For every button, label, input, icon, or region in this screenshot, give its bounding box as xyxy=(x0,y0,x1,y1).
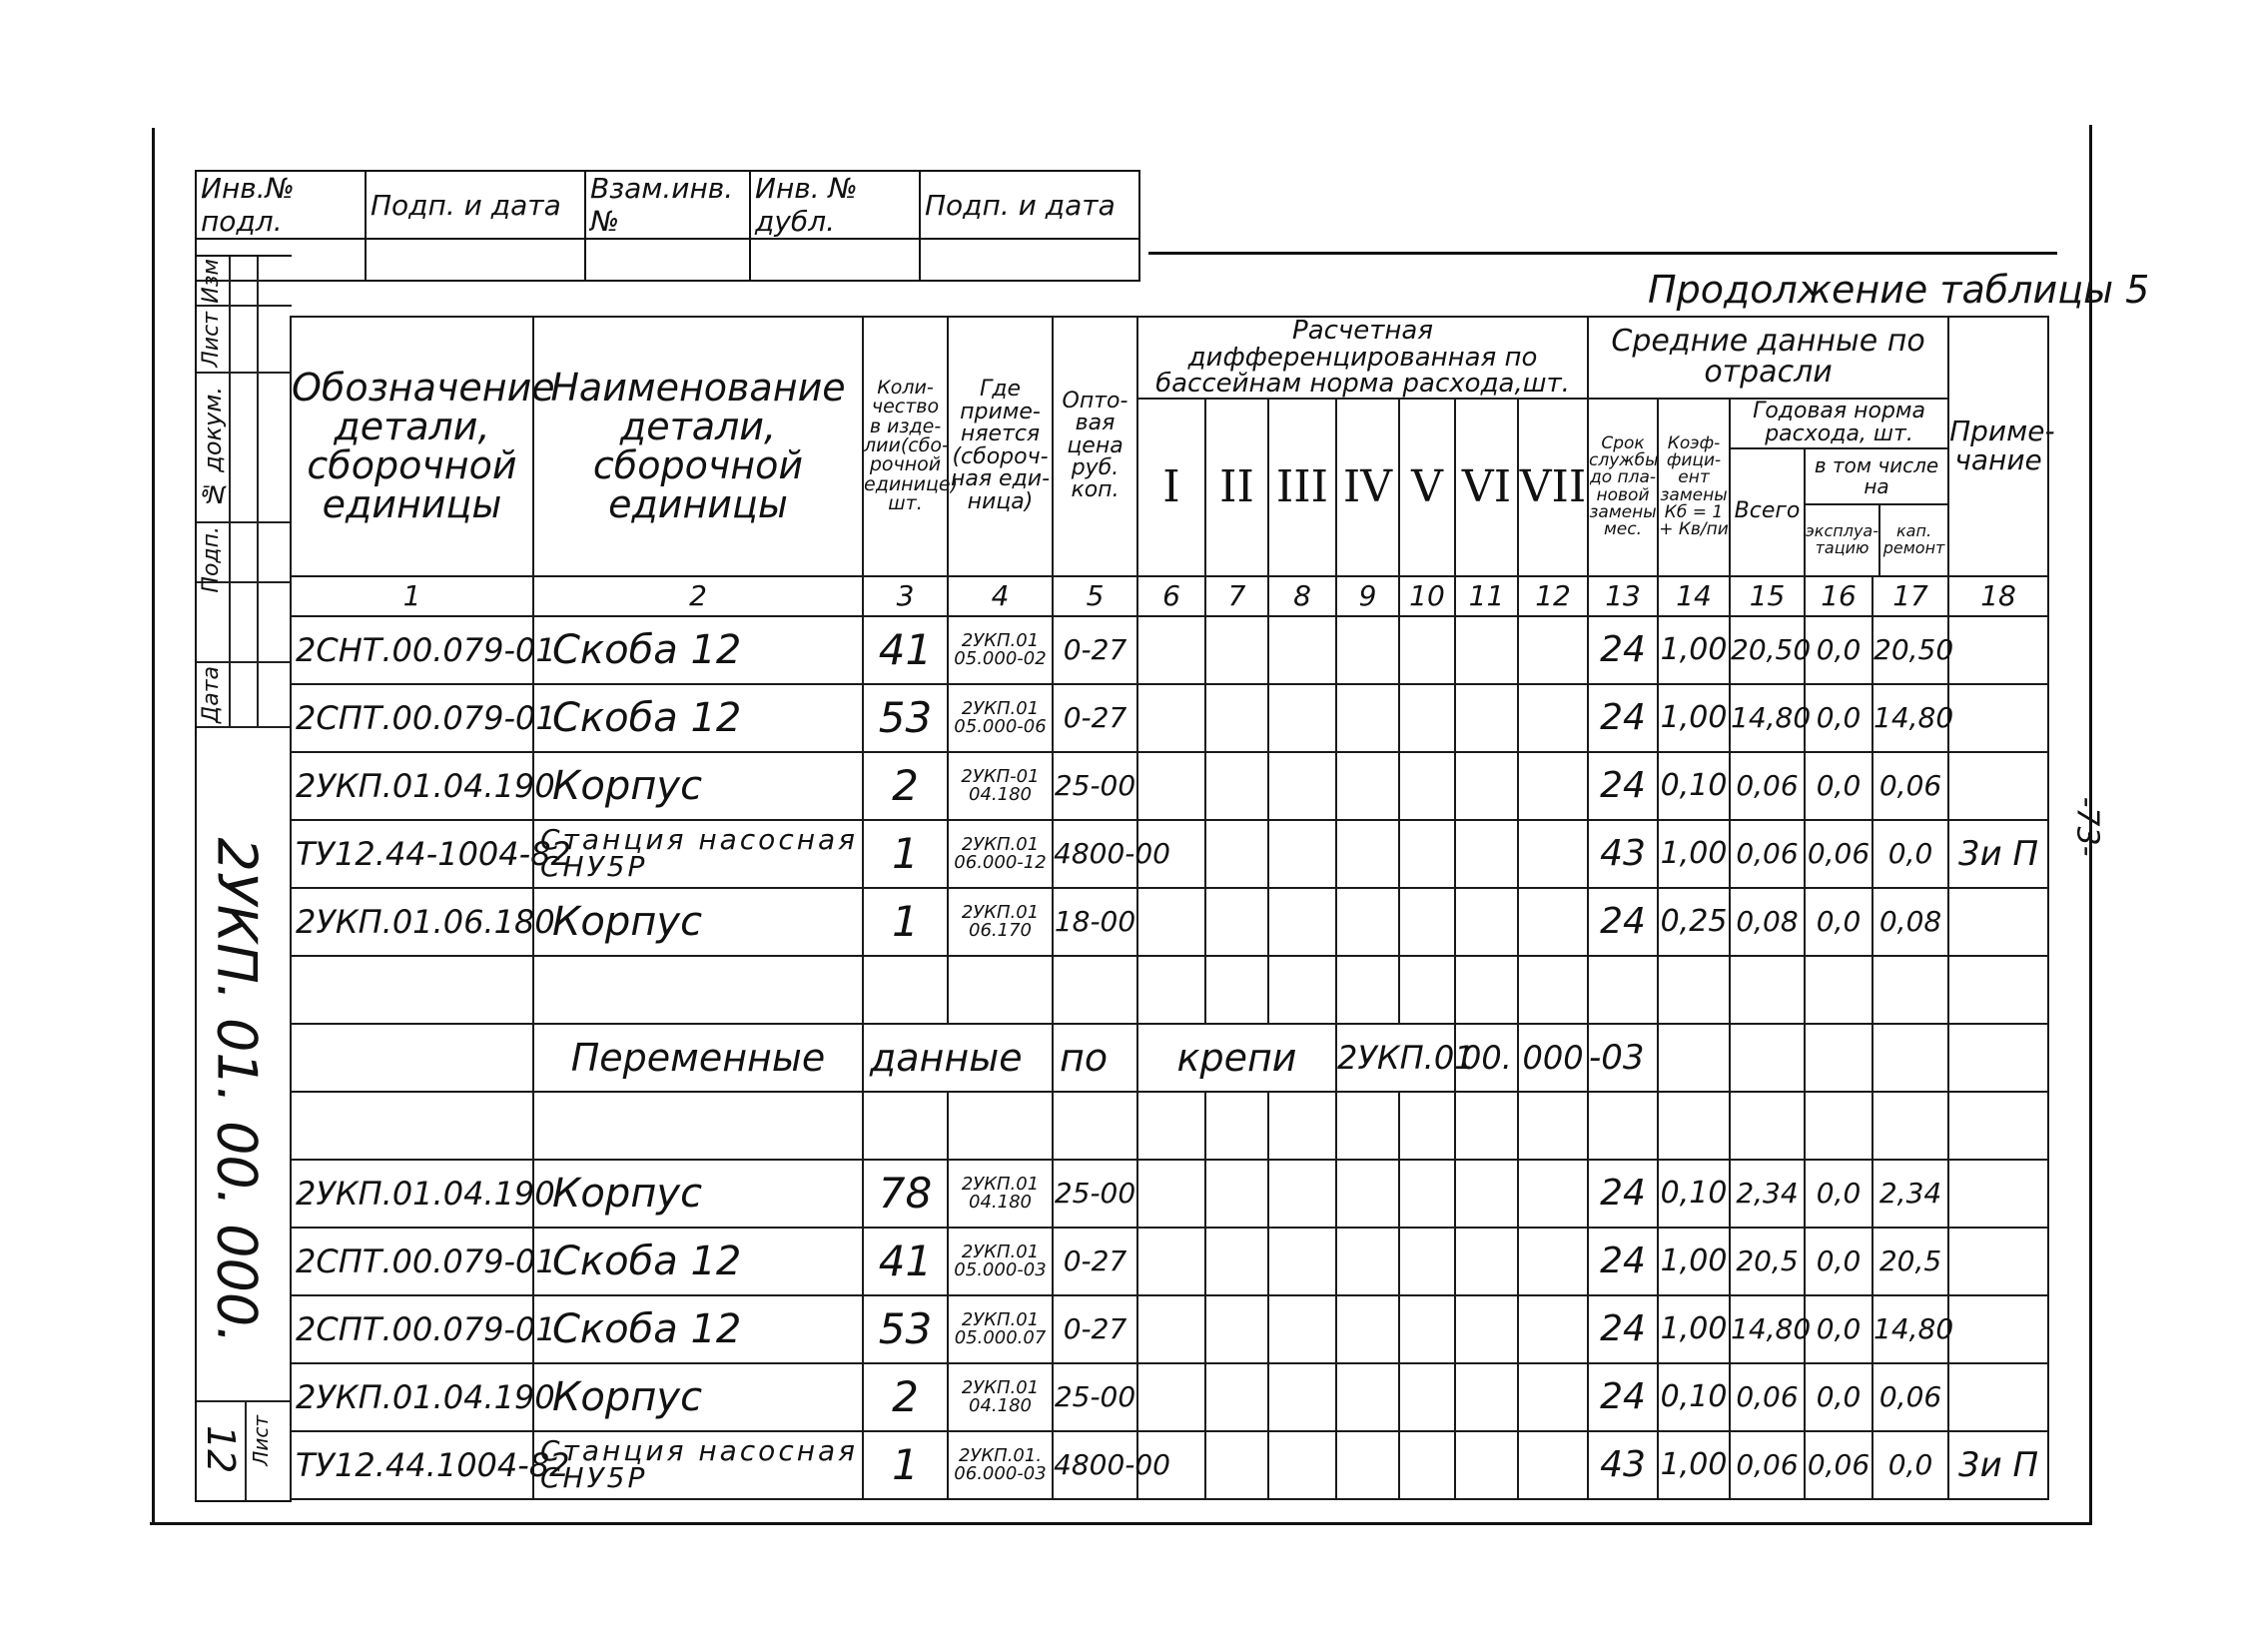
basin-cell xyxy=(1399,1160,1455,1228)
part-where: 2УКП.01 04.180 xyxy=(948,1160,1053,1228)
basin-cell xyxy=(1268,1295,1336,1363)
part-total: 2,34 xyxy=(1730,1160,1805,1228)
basin-cell xyxy=(1137,888,1205,956)
part-capital: 0,08 xyxy=(1872,888,1948,956)
part-note xyxy=(1948,684,2048,752)
basin-cell xyxy=(1518,888,1588,956)
part-capital: 0,06 xyxy=(1872,1363,1948,1431)
basin-cell xyxy=(1205,1295,1268,1363)
stamp-header-dup: Инв. № дубл. xyxy=(750,171,920,239)
document-code: 2УКП. 01. 00. 000. xyxy=(205,837,269,1344)
part-name: Корпус xyxy=(533,1160,863,1228)
part-capital: 0,06 xyxy=(1872,752,1948,820)
basin-cell xyxy=(1268,1363,1336,1431)
basin-cell xyxy=(1268,684,1336,752)
basin-cell xyxy=(1518,820,1588,888)
table-row xyxy=(291,684,2048,752)
header-life: Срок службы до пла- новой замены мес. xyxy=(1588,399,1658,576)
part-qty: 78 xyxy=(863,1160,948,1228)
table-row xyxy=(291,888,2048,956)
basin-cell xyxy=(1205,752,1268,820)
part-where: 2УКП-01 04.180 xyxy=(948,752,1053,820)
part-price: 25-00 xyxy=(1053,1363,1137,1431)
header-exploitation: эксплуа- тацию xyxy=(1806,505,1880,575)
basin-cell xyxy=(1399,1363,1455,1431)
stamp-header-replace: Взам.инв.№ xyxy=(585,171,750,239)
basin-cell xyxy=(1336,1228,1399,1295)
part-code: 2УКП.01.04.190 xyxy=(291,1363,533,1431)
part-exploitation: 0,0 xyxy=(1805,684,1872,752)
basin-cell xyxy=(1137,1228,1205,1295)
part-exploitation: 0,0 xyxy=(1805,752,1872,820)
basin-cell xyxy=(1518,1295,1588,1363)
col-number: 9 xyxy=(1336,576,1399,616)
basin-cell xyxy=(1336,888,1399,956)
basin-cell xyxy=(1336,684,1399,752)
table-row xyxy=(291,616,2048,684)
part-qty: 2 xyxy=(863,1363,948,1431)
part-where: 2УКП.01 05.000.07 xyxy=(948,1295,1053,1363)
basin-cell xyxy=(1137,1295,1205,1363)
part-where: 2УКП.01 05.000-02 xyxy=(948,616,1053,684)
header-avg-group: Средние данные по отрасли xyxy=(1588,317,1948,399)
part-where: 2УКП.01 05.000-03 xyxy=(948,1228,1053,1295)
table-row xyxy=(291,820,2048,888)
basin-cell xyxy=(1518,684,1588,752)
header-basin-group: Расчетная дифференцированная по бассейнам норма расхода,шт. xyxy=(1137,317,1588,399)
part-name: Скоба 12 xyxy=(533,684,863,752)
part-price: 0-27 xyxy=(1053,1295,1137,1363)
basin-cell xyxy=(1336,1160,1399,1228)
table-row xyxy=(291,1160,2048,1228)
part-exploitation: 0,0 xyxy=(1805,616,1872,684)
basin-cell xyxy=(1137,752,1205,820)
basin-cell xyxy=(1137,616,1205,684)
stamp-table xyxy=(195,170,1140,282)
part-price: 0-27 xyxy=(1053,616,1137,684)
part-note xyxy=(1948,1363,2048,1431)
stamp-header-sign: Подп. и дата xyxy=(366,171,585,239)
part-life: 24 xyxy=(1588,1160,1658,1228)
part-price: 25-00 xyxy=(1053,1160,1137,1228)
continuation-title: Продолжение таблицы 5 xyxy=(1648,268,2150,312)
basin-cell xyxy=(1455,752,1518,820)
table-row xyxy=(291,1228,2048,1295)
part-code: 2УКП.01.06.180 xyxy=(291,888,533,956)
part-capital: 0,0 xyxy=(1872,820,1948,888)
stamp-header-sign2: Подп. и дата xyxy=(920,171,1139,239)
basin-cell xyxy=(1205,1160,1268,1228)
part-exploitation: 0,0 xyxy=(1805,1228,1872,1295)
part-note xyxy=(1948,616,2048,684)
basin-cell xyxy=(1399,616,1455,684)
col-number: 16 xyxy=(1805,576,1872,616)
part-code: 2УКП.01.04.190 xyxy=(291,752,533,820)
part-capital: 14,80 xyxy=(1872,684,1948,752)
part-name: Скоба 12 xyxy=(533,616,863,684)
basin-cell xyxy=(1455,1295,1518,1363)
part-life: 24 xyxy=(1588,616,1658,684)
part-note xyxy=(1948,888,2048,956)
basin-cell xyxy=(1518,752,1588,820)
part-name: Скоба 12 xyxy=(533,1228,863,1295)
basin-cell xyxy=(1268,616,1336,684)
part-name: Корпус xyxy=(533,1363,863,1431)
part-life: 24 xyxy=(1588,1363,1658,1431)
part-code: ТУ12.44-1004-82 xyxy=(291,820,533,888)
basin-cell xyxy=(1137,1160,1205,1228)
basin-cell xyxy=(1336,616,1399,684)
part-exploitation: 0,06 xyxy=(1805,1431,1872,1499)
sheet-number: 12 xyxy=(199,1425,243,1474)
header-note: Приме- чание xyxy=(1948,317,2048,576)
table-row xyxy=(291,752,2048,820)
header-qty: Коли- чество в изде- лии(сбо- рочной единице) шт. xyxy=(863,317,948,576)
part-price: 4800-00 xyxy=(1053,1431,1137,1499)
part-qty: 2 xyxy=(863,752,948,820)
part-exploitation: 0,06 xyxy=(1805,820,1872,888)
basin-cell xyxy=(1268,1228,1336,1295)
part-coef: 0,10 xyxy=(1658,1160,1730,1228)
part-qty: 41 xyxy=(863,1228,948,1295)
part-price: 0-27 xyxy=(1053,684,1137,752)
variable-code-a: 2УКП.01 xyxy=(1336,1024,1455,1092)
part-name: Станция насосная СНУ5Р xyxy=(533,820,863,888)
header-designation: Обозначение детали, сборочной единицы xyxy=(291,317,533,576)
part-code: 2СПТ.00.079-01 xyxy=(291,684,533,752)
basin-cell xyxy=(1455,684,1518,752)
part-life: 24 xyxy=(1588,684,1658,752)
basin-cell xyxy=(1455,616,1518,684)
header-where: Где приме- няется (сбороч- ная еди- ница) xyxy=(948,317,1053,576)
variable-code-c: 000 xyxy=(1518,1024,1588,1092)
part-coef: 0,25 xyxy=(1658,888,1730,956)
part-total: 14,80 xyxy=(1730,1295,1805,1363)
part-code: 2СПТ.00.079-01 xyxy=(291,1228,533,1295)
part-name: Корпус xyxy=(533,888,863,956)
col-number: 13 xyxy=(1588,576,1658,616)
table-row xyxy=(291,1431,2048,1499)
part-capital: 20,50 xyxy=(1872,616,1948,684)
col-number: 12 xyxy=(1518,576,1588,616)
basin-cell xyxy=(1268,820,1336,888)
part-coef: 1,00 xyxy=(1658,684,1730,752)
col-number: 3 xyxy=(863,576,948,616)
part-life: 24 xyxy=(1588,888,1658,956)
part-qty: 1 xyxy=(863,820,948,888)
part-total: 0,08 xyxy=(1730,888,1805,956)
basin-cell xyxy=(1455,1363,1518,1431)
part-coef: 1,00 xyxy=(1658,1228,1730,1295)
basin-cell xyxy=(1205,1363,1268,1431)
basin-cell xyxy=(1518,1363,1588,1431)
col-number: 5 xyxy=(1053,576,1137,616)
part-code: ТУ12.44.1004-82 xyxy=(291,1431,533,1499)
part-total: 20,5 xyxy=(1730,1228,1805,1295)
part-life: 43 xyxy=(1588,1431,1658,1499)
basin-cell xyxy=(1399,820,1455,888)
part-coef: 0,10 xyxy=(1658,1363,1730,1431)
table-row xyxy=(291,1363,2048,1431)
basin-cell xyxy=(1518,1431,1588,1499)
col-number: 7 xyxy=(1205,576,1268,616)
part-name: Корпус xyxy=(533,752,863,820)
header-coef: Коэф- фици- ент замены Кб = 1 + Кв/пи xyxy=(1658,399,1730,576)
variable-suffix: -03 xyxy=(1588,1024,1658,1092)
header-basin-7: VII xyxy=(1518,399,1588,576)
header-name: Наименование детали, сборочной единицы xyxy=(533,317,863,576)
part-code: 2УКП.01.04.190 xyxy=(291,1160,533,1228)
basin-cell xyxy=(1518,1160,1588,1228)
variable-qty: данные xyxy=(863,1024,1053,1092)
basin-cell xyxy=(1455,1160,1518,1228)
part-code: 2СНТ.00.079-01 xyxy=(291,616,533,684)
part-note: 3и П xyxy=(1948,1431,2048,1499)
table-row xyxy=(291,1295,2048,1363)
header-basin-3: III xyxy=(1268,399,1336,576)
basin-cell xyxy=(1455,1228,1518,1295)
variable-name: Переменные xyxy=(533,1024,863,1092)
basin-cell xyxy=(1455,1431,1518,1499)
part-where: 2УКП.01 04.180 xyxy=(948,1363,1053,1431)
part-total: 0,06 xyxy=(1730,1431,1805,1499)
header-basin-4: IV xyxy=(1336,399,1399,576)
side-label-doc: № докум. xyxy=(199,387,227,508)
basin-cell xyxy=(1205,1431,1268,1499)
part-qty: 1 xyxy=(863,888,948,956)
part-coef: 1,00 xyxy=(1658,1431,1730,1499)
page-marker: -73- xyxy=(2069,796,2105,857)
variable-basin: крепи xyxy=(1137,1024,1336,1092)
basin-cell xyxy=(1399,684,1455,752)
header-basin-5: V xyxy=(1399,399,1455,576)
part-life: 24 xyxy=(1588,1228,1658,1295)
basin-cell xyxy=(1268,752,1336,820)
part-where: 2УКП.01. 06.000-03 xyxy=(948,1431,1053,1499)
sheet-label: Лист xyxy=(249,1415,273,1466)
part-note xyxy=(1948,752,2048,820)
basin-cell xyxy=(1336,1295,1399,1363)
basin-cell xyxy=(1518,1228,1588,1295)
part-note: 3и П xyxy=(1948,820,2048,888)
frame-bottom-line xyxy=(150,1522,2092,1525)
col-number: 10 xyxy=(1399,576,1455,616)
stamp-header-inv: Инв.№ подл. xyxy=(196,171,366,239)
variable-code-b: 00. xyxy=(1455,1024,1518,1092)
basin-cell xyxy=(1205,1228,1268,1295)
basin-cell xyxy=(1137,684,1205,752)
part-code: 2СПТ.00.079-01 xyxy=(291,1295,533,1363)
col-number: 11 xyxy=(1455,576,1518,616)
header-price: Опто- вая цена руб. коп. xyxy=(1053,317,1137,576)
side-label-sign: Подп. xyxy=(199,526,224,593)
col-number: 1 xyxy=(291,576,533,616)
part-capital: 14,80 xyxy=(1872,1295,1948,1363)
basin-cell xyxy=(1336,1363,1399,1431)
header-basin-1: I xyxy=(1137,399,1205,576)
basin-cell xyxy=(1205,684,1268,752)
part-total: 0,06 xyxy=(1730,752,1805,820)
variable-price: по xyxy=(1053,1024,1137,1092)
parts-table xyxy=(290,316,2055,1500)
basin-cell xyxy=(1205,820,1268,888)
part-coef: 1,00 xyxy=(1658,616,1730,684)
frame-left-line xyxy=(152,128,155,1522)
part-life: 24 xyxy=(1588,752,1658,820)
part-qty: 1 xyxy=(863,1431,948,1499)
part-where: 2УКП.01 06.170 xyxy=(948,888,1053,956)
side-strip xyxy=(195,255,292,1502)
blank-row xyxy=(291,1092,2048,1160)
basin-cell xyxy=(1399,1295,1455,1363)
part-coef: 0,10 xyxy=(1658,752,1730,820)
part-coef: 1,00 xyxy=(1658,820,1730,888)
basin-cell xyxy=(1336,820,1399,888)
basin-cell xyxy=(1268,1431,1336,1499)
col-number: 17 xyxy=(1872,576,1948,616)
part-name: Станция насосная СНУ5Р xyxy=(533,1431,863,1499)
part-total: 14,80 xyxy=(1730,684,1805,752)
part-total: 20,50 xyxy=(1730,616,1805,684)
basin-cell xyxy=(1399,888,1455,956)
part-where: 2УКП.01 05.000-06 xyxy=(948,684,1053,752)
part-exploitation: 0,0 xyxy=(1805,888,1872,956)
col-number: 6 xyxy=(1137,576,1205,616)
basin-cell xyxy=(1518,616,1588,684)
part-price: 18-00 xyxy=(1053,888,1137,956)
part-exploitation: 0,0 xyxy=(1805,1295,1872,1363)
part-name: Скоба 12 xyxy=(533,1295,863,1363)
basin-cell xyxy=(1455,820,1518,888)
part-qty: 53 xyxy=(863,684,948,752)
basin-cell xyxy=(1399,752,1455,820)
side-label-izm: Изм xyxy=(199,259,224,304)
col-number: 8 xyxy=(1268,576,1336,616)
header-including-cell xyxy=(1805,448,1948,576)
part-coef: 1,00 xyxy=(1658,1295,1730,1363)
variable-data-row xyxy=(291,1024,2048,1092)
side-label-date: Дата xyxy=(199,666,224,723)
header-including: в том числе на xyxy=(1806,449,1947,505)
basin-cell xyxy=(1205,888,1268,956)
basin-cell xyxy=(1336,752,1399,820)
blank-row xyxy=(291,956,2048,1024)
part-price: 25-00 xyxy=(1053,752,1137,820)
basin-cell xyxy=(1137,1363,1205,1431)
header-basin-2: II xyxy=(1205,399,1268,576)
side-label-list: Лист xyxy=(199,312,224,368)
part-price: 4800-00 xyxy=(1053,820,1137,888)
basin-cell xyxy=(1336,1431,1399,1499)
basin-cell xyxy=(1205,616,1268,684)
header-basin-6: VI xyxy=(1455,399,1518,576)
basin-cell xyxy=(1399,1228,1455,1295)
header-total: Всего xyxy=(1730,448,1805,576)
part-where: 2УКП.01 06.000-12 xyxy=(948,820,1053,888)
frame-top-line xyxy=(1148,252,2057,255)
part-capital: 2,34 xyxy=(1872,1160,1948,1228)
part-price: 0-27 xyxy=(1053,1228,1137,1295)
header-capital: кап. ремонт xyxy=(1882,521,1945,557)
part-note xyxy=(1948,1160,2048,1228)
col-number: 2 xyxy=(533,576,863,616)
part-life: 43 xyxy=(1588,820,1658,888)
part-qty: 41 xyxy=(863,616,948,684)
part-life: 24 xyxy=(1588,1295,1658,1363)
part-exploitation: 0,0 xyxy=(1805,1363,1872,1431)
header-annual: Годовая норма расхода, шт. xyxy=(1730,399,1948,448)
part-capital: 20,5 xyxy=(1872,1228,1948,1295)
basin-cell xyxy=(1268,888,1336,956)
part-qty: 53 xyxy=(863,1295,948,1363)
col-number: 15 xyxy=(1730,576,1805,616)
basin-cell xyxy=(1455,888,1518,956)
part-exploitation: 0,0 xyxy=(1805,1160,1872,1228)
part-note xyxy=(1948,1228,2048,1295)
basin-cell xyxy=(1268,1160,1336,1228)
part-capital: 0,0 xyxy=(1872,1431,1948,1499)
col-number: 4 xyxy=(948,576,1053,616)
part-total: 0,06 xyxy=(1730,1363,1805,1431)
col-number: 14 xyxy=(1658,576,1730,616)
basin-cell xyxy=(1399,1431,1455,1499)
part-total: 0,06 xyxy=(1730,820,1805,888)
col-number: 18 xyxy=(1948,576,2048,616)
part-note xyxy=(1948,1295,2048,1363)
